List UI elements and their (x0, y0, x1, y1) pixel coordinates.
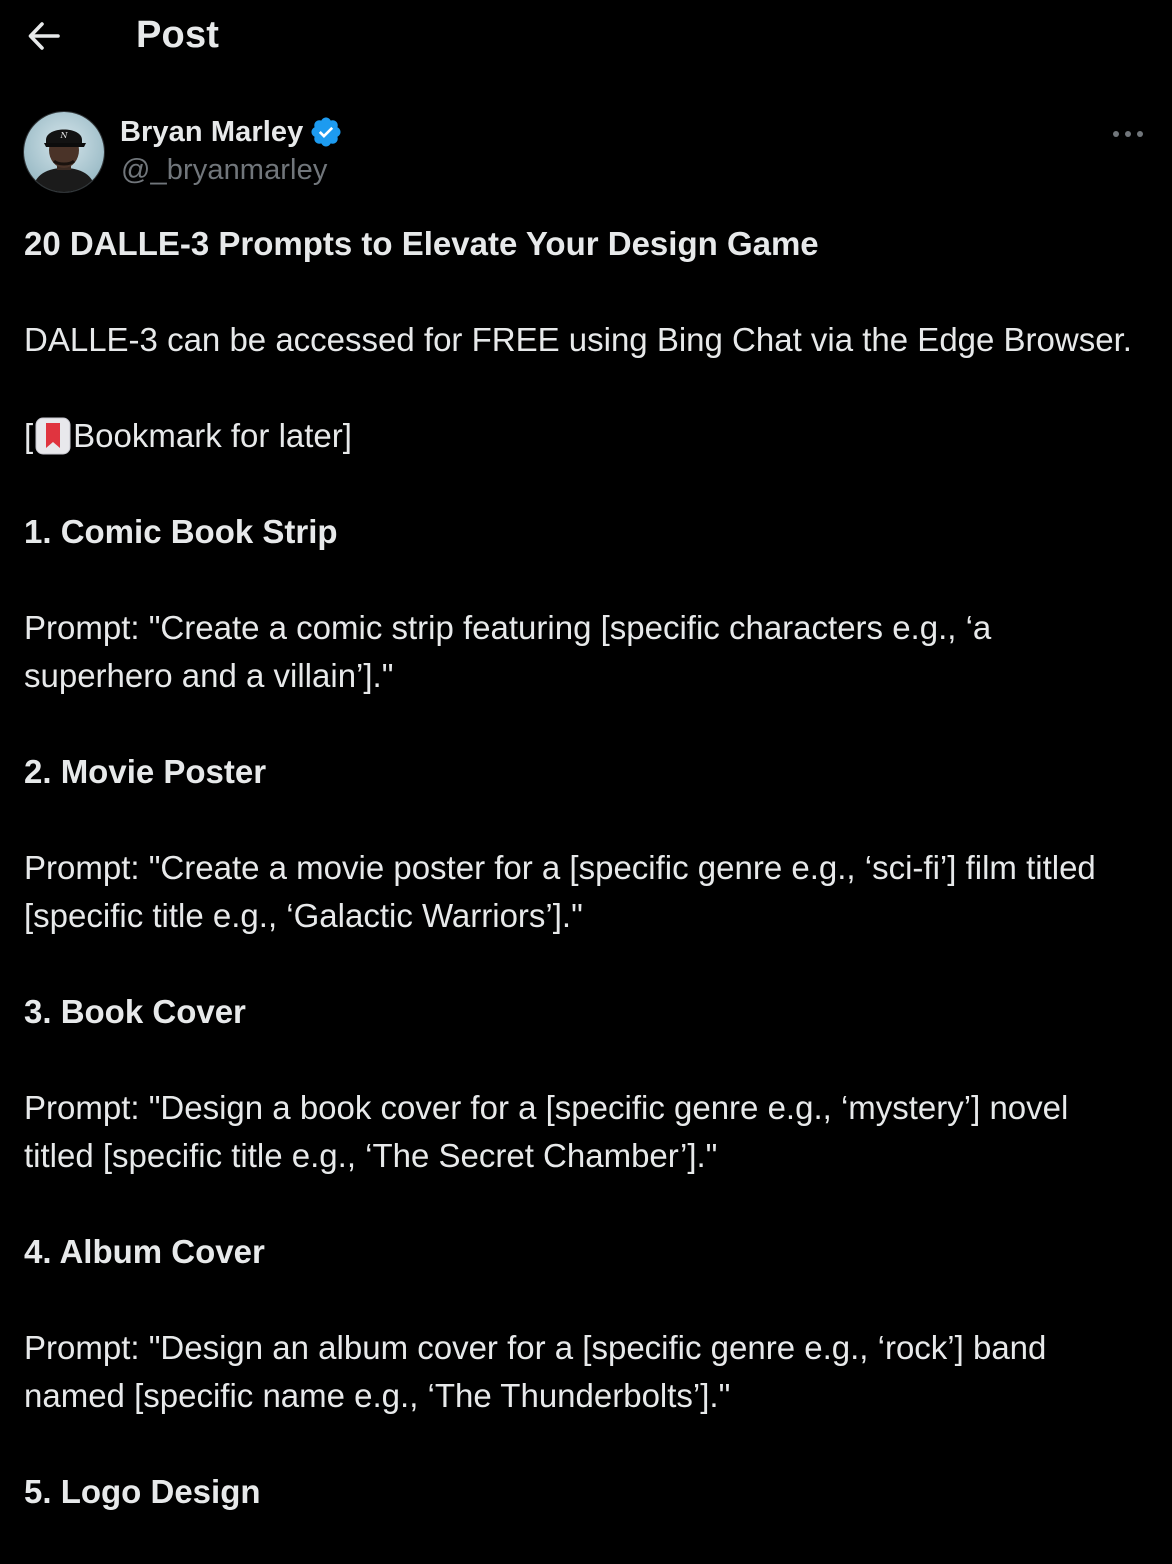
item-heading: 3. Book Cover (24, 993, 246, 1030)
item-prompt: Prompt: "Create a movie poster for a [specific genre e.g., ‘sci-fi’] film titled [specific title e.g., ‘Galactic Warriors’]." (24, 849, 1096, 934)
item-heading: 4. Album Cover (24, 1233, 265, 1270)
item-heading: 5. Logo Design (24, 1473, 261, 1510)
bookmark-line (24, 412, 1144, 460)
back-button[interactable] (22, 14, 66, 58)
post-author (24, 112, 1148, 196)
user-handle[interactable]: @_bryanmarley (121, 154, 328, 186)
post-header (0, 0, 1172, 72)
bookmark-text: Bookmark for later] (73, 417, 352, 454)
arrow-left-icon (27, 21, 61, 51)
bookmark-bracket: [ (24, 417, 34, 454)
display-name-row (120, 112, 343, 152)
bookmark-emoji-icon (35, 417, 71, 455)
avatar[interactable] (24, 112, 104, 192)
post-title: 20 DALLE-3 Prompts to Elevate Your Design Game (24, 225, 819, 262)
more-options-button[interactable] (1108, 114, 1148, 154)
more-horizontal-icon (1112, 129, 1144, 139)
post-intro: DALLE-3 can be accessed for FREE using Bing Chat via the Edge Browser. (24, 321, 1132, 358)
item-prompt: Prompt: "Design an album cover for a [specific genre e.g., ‘rock’] band named [specific name e.g., ‘The Thunderbolts’]." (24, 1329, 1047, 1414)
verified-badge-icon[interactable] (309, 115, 343, 149)
item-prompt: Prompt: "Design a book cover for a [specific genre e.g., ‘mystery’] novel titled [specific title e.g., ‘The Secret Chamber’]." (24, 1089, 1069, 1174)
avatar-image (24, 112, 104, 192)
display-name[interactable]: Bryan Marley (120, 115, 304, 148)
post-text (24, 220, 1144, 1564)
item-heading: 2. Movie Poster (24, 753, 267, 790)
item-heading: 1. Comic Book Strip (24, 513, 338, 550)
item-prompt: Prompt: "Create a comic strip featuring [specific characters e.g., ‘a superhero and a villain’]." (24, 609, 992, 694)
svg-text:N: N (60, 131, 68, 140)
page-title: Post (136, 14, 220, 56)
